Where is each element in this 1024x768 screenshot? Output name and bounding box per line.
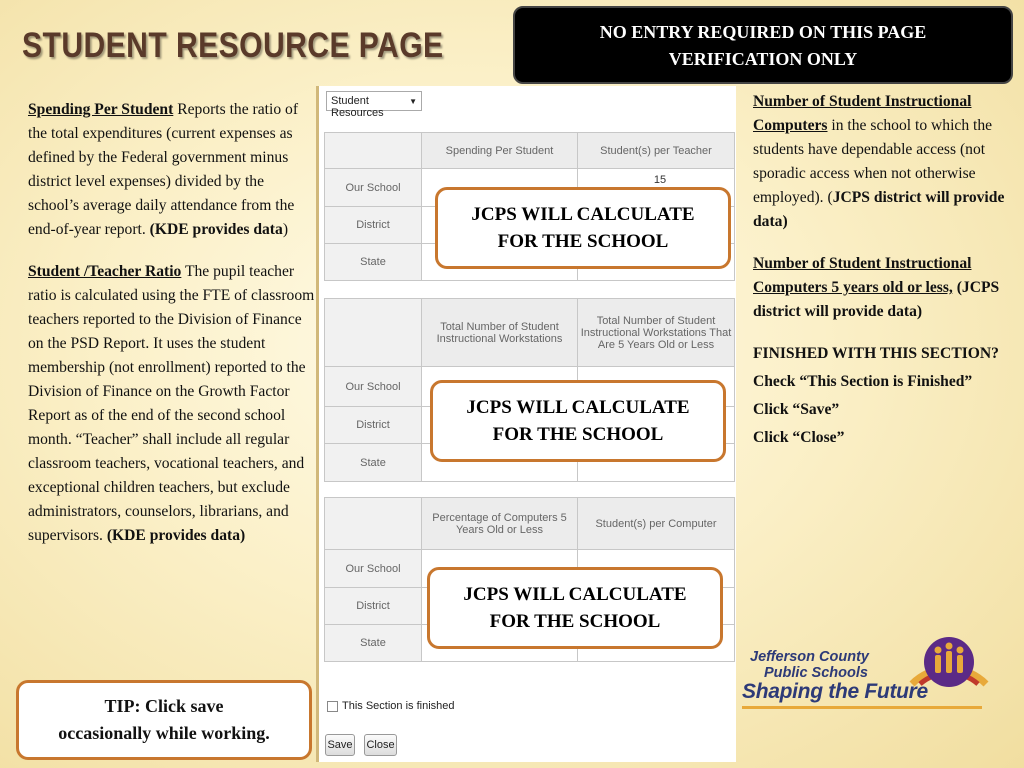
column-header: Total Number of Student Instructional Workstations [422,299,578,367]
computers-5yr-heading: Number of Student Instructional Computers 5 years old or less, [753,255,972,296]
table-corner [325,498,422,550]
column-header: Total Number of Student Instructional Workstations That Are 5 Years Old or Less [578,299,735,367]
row-label: Our School [325,367,422,407]
computers-data-note: JCPS district will provide data) [753,189,1005,230]
section-finished-label: This Section is finished [342,700,455,712]
save-button[interactable]: Save [325,734,355,756]
banner-line-2: VERIFICATION ONLY [668,49,858,69]
row-label: State [325,444,422,482]
calculate-notice-3 [427,567,723,649]
calculate-notice-line-2: FOR THE SCHOOL [492,424,664,445]
row-label: District [325,207,422,244]
computers-description [753,90,1015,234]
spending-note-end: ) [282,221,289,238]
tip-line-2: occasionally while working. [58,723,270,743]
calculate-notice-2 [430,380,726,462]
partial-value: 15 [653,173,667,186]
calculate-notice-line-2: FOR THE SCHOOL [497,231,669,252]
spending-kde-note: (KDE provides data [149,221,283,238]
computers-5yr-data-note: (JCPS district will provide data) [753,279,1000,320]
dropdown-arrow-icon: ▼ [409,97,417,106]
banner-line-1: NO ENTRY REQUIRED ON THIS PAGE [599,22,927,42]
student-teacher-ratio-text: The pupil teacher ratio is calculated using the FTE of classroom teachers reported to the Division of Finance on the PSD Report. It uses the student membership (not enrollment) reported to the Division of Finance on the Growth Factor Report as of the end of the second school month. “Teacher” shall include all regular classroom teachers, vocational teachers, and exceptional children teachers, but exclude administrators, counselors, librarians, and supervisors. [28,263,315,544]
row-label: State [325,625,422,662]
spending-per-student-text: Reports the ratio of the total expenditures (current expenses as defined by the Federal government minus district level expenses) divided by the school’s average daily attendance from the end-of-year report. [28,101,299,238]
row-label: Our School [325,550,422,588]
column-header: Percentage of Computers 5 Years Old or Less [422,498,578,550]
calculate-notice-1 [435,187,731,269]
student-teacher-ratio-description [28,260,316,548]
left-description-column [28,98,316,566]
logo-tagline: Shaping the Future [742,680,928,703]
close-button[interactable]: Close [364,734,397,756]
tip-box [16,680,312,760]
instruction-step-2: Click “Save” [753,401,840,418]
table-corner [325,133,422,169]
student-teacher-ratio-heading: Student /Teacher Ratio [28,263,182,280]
computers-text: in the school to which the students have dependable access (not sporadic access when not otherwise employed). ( [753,117,993,206]
logo-line-1: Jefferson County [750,649,869,665]
column-header: Student(s) per Teacher [578,133,735,169]
instruction-step-1: Check “This Section is Finished” [753,373,973,390]
computers-heading: Number of Student Instructional Computers [753,93,972,134]
table-corner [325,299,422,367]
row-label: Our School [325,169,422,207]
row-label: District [325,407,422,444]
tip-line-1: TIP: Click save [104,696,224,716]
section-dropdown[interactable] [326,91,422,119]
row-label: District [325,588,422,625]
logo-line-2: Public Schools [764,665,868,681]
section-dropdown-value: Student Resources [331,95,384,119]
section-finished-checkbox-row[interactable] [327,700,455,712]
computers-5yr-description [753,252,1015,324]
calculate-notice-line-1: JCPS WILL CALCULATE [463,584,687,605]
row-label: State [325,244,422,281]
column-header: Student(s) per Computer [578,498,735,550]
section-finished-checkbox[interactable] [327,701,338,712]
calculate-notice-line-2: FOR THE SCHOOL [489,611,661,632]
right-description-column [753,90,1015,454]
spending-per-student-description [28,98,316,242]
column-header: Spending Per Student [422,133,578,169]
spending-per-student-heading: Spending Per Student [28,101,174,118]
finished-question: FINISHED WITH THIS SECTION? [753,345,999,362]
calculate-notice-line-1: JCPS WILL CALCULATE [466,397,690,418]
instruction-step-3: Click “Close” [753,429,845,446]
verification-banner [513,6,1013,84]
jcps-logo [742,622,992,712]
calculate-notice-line-1: JCPS WILL CALCULATE [471,204,695,225]
ratio-kde-note: (KDE provides data) [106,527,246,544]
page-title: STUDENT RESOURCE PAGE [22,26,444,65]
